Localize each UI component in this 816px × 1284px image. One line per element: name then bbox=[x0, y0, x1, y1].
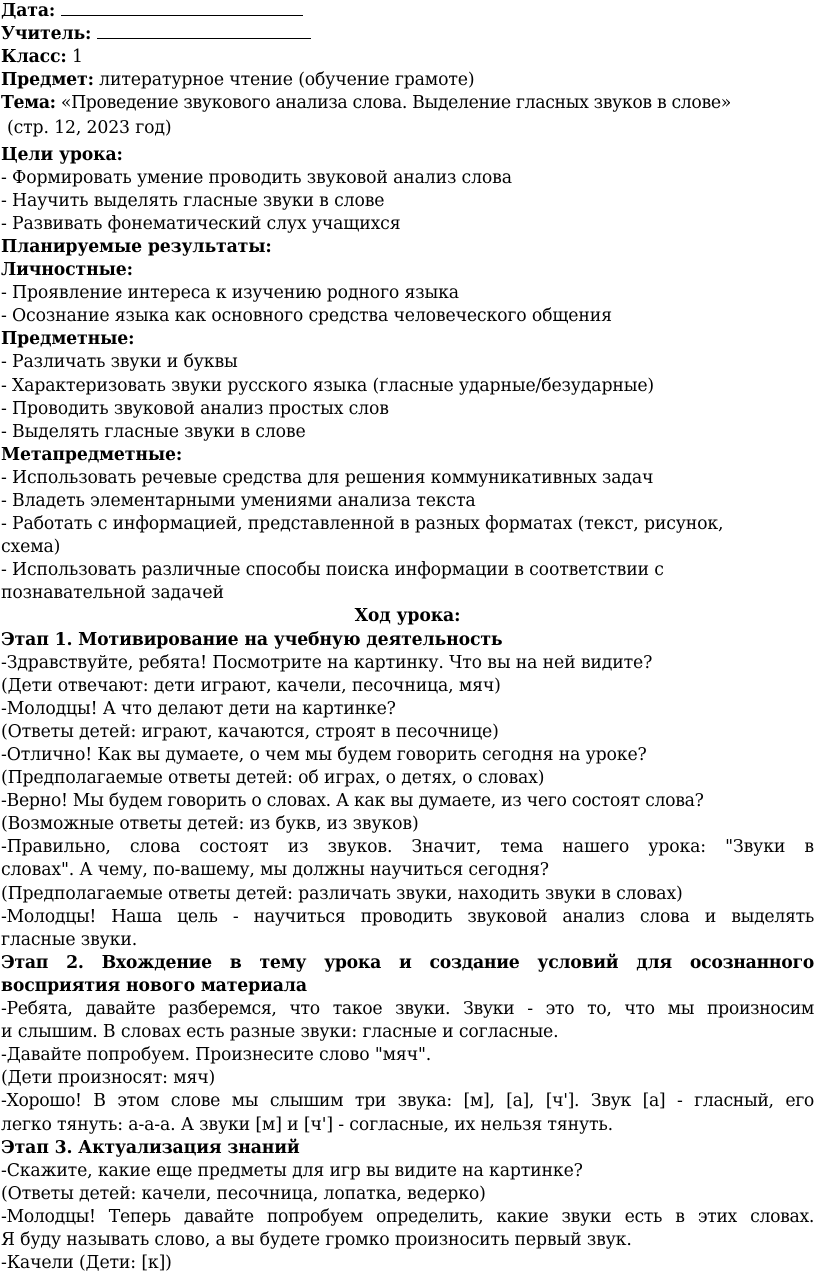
teacher-row bbox=[1, 23, 814, 46]
stage3-line: (Ответы детей: качели, песочница, лопатка, ведерко) bbox=[1, 1183, 486, 1204]
stage1-line: -Отлично! Как вы думаете, о чем мы будем говорить сегодня на уроке? bbox=[1, 745, 647, 765]
personal-results-heading: Личностные: bbox=[1, 260, 133, 281]
goal-item: - Формировать умение проводить звуковой анализ слова bbox=[1, 167, 512, 188]
meta-result-item: - Использовать различные способы поиска информации в соответствии с bbox=[1, 560, 664, 581]
stage2-line: -Хорошо! В этом слове мы слышим три звука: [м], [а], [ч']. Звук [а] - гласный, его bbox=[1, 1091, 814, 1112]
date-blank-field[interactable] bbox=[61, 0, 303, 16]
class-row bbox=[1, 46, 814, 69]
stage1-line: (Ответы детей: играют, качаются, строят в песочнице) bbox=[1, 721, 499, 742]
personal-result-item: - Проявление интереса к изучению родного языка bbox=[1, 283, 459, 304]
topic-label: Тема: bbox=[1, 93, 56, 114]
stage3-line: Я буду называть слово, а вы будете громко произносить первый звук. bbox=[1, 1229, 632, 1250]
stage2-line: и слышим. В словах есть разные звуки: гласные и согласные. bbox=[1, 1022, 559, 1043]
class-label: Класс: bbox=[1, 47, 67, 68]
date-label: Дата: bbox=[1, 1, 56, 21]
subject-label: Предмет: bbox=[1, 70, 94, 91]
teacher-label: Учитель: bbox=[1, 24, 92, 45]
stage1-line: (Дети отвечают: дети играют, качели, песочница, мяч) bbox=[1, 675, 501, 696]
meta-results-heading: Метапредметные: bbox=[1, 444, 183, 465]
date-row bbox=[1, 0, 814, 23]
stage3-line: -Молодцы! Теперь давайте попробуем определить, какие звуки есть в этих словах. bbox=[1, 1206, 814, 1227]
subject-row bbox=[1, 69, 814, 92]
teacher-blank-field[interactable] bbox=[97, 23, 311, 39]
goal-item: - Научить выделять гласные звуки в слове bbox=[1, 190, 385, 211]
stage1-line: -Здравствуйте, ребята! Посмотрите на картинку. Что вы на ней видите? bbox=[1, 652, 653, 673]
meta-result-item: познавательной задачей bbox=[1, 583, 224, 604]
stage2-line: легко тянуть: а-а-а. А звуки [м] и [ч'] - согласные, их нельзя тянуть. bbox=[1, 1114, 613, 1135]
lesson-plan-document bbox=[1, 0, 814, 1275]
stage3-title: Этап 3. Актуализация знаний bbox=[1, 1137, 300, 1158]
lesson-heading: Ход урока: bbox=[354, 606, 461, 627]
subject-result-item: - Выделять гласные звуки в слове bbox=[1, 421, 306, 442]
stage3-line: -Качели (Дети: [к]) bbox=[1, 1253, 172, 1274]
goals-heading: Цели урока: bbox=[1, 144, 123, 165]
results-heading: Планируемые результаты: bbox=[1, 236, 272, 257]
topic-value: «Проведение звукового анализа слова. Выделение гласных звуков в слове» bbox=[60, 93, 731, 114]
stage2-line: -Давайте попробуем. Произнесите слово "мяч". bbox=[1, 1045, 432, 1066]
stage1-line: (Предполагаемые ответы детей: различать звуки, находить звуки в словах) bbox=[1, 883, 683, 904]
goal-item: - Развивать фонематический слух учащихся bbox=[1, 213, 401, 234]
stage1-line: -Молодцы! Наша цель - научиться проводить звуковой анализ слова и выделять bbox=[1, 906, 814, 927]
stage2-line: (Дети произносят: мяч) bbox=[1, 1068, 216, 1089]
subject-value: литературное чтение (обучение грамоте) bbox=[99, 70, 475, 91]
stage1-title: Этап 1. Мотивирование на учебную деятельность bbox=[1, 629, 503, 650]
stage1-line: (Возможные ответы детей: из букв, из звуков) bbox=[1, 814, 419, 835]
stage1-line: гласные звуки. bbox=[1, 929, 138, 950]
subject-result-item: - Различать звуки и буквы bbox=[1, 352, 238, 373]
stage2-title: Этап 2. Вхождение в тему урока и создание условий для осознанного bbox=[1, 952, 814, 973]
stage3-line: -Скажите, какие еще предметы для игр вы видите на картинке? bbox=[1, 1160, 583, 1181]
stage1-line: -Молодцы! А что делают дети на картинке? bbox=[1, 698, 396, 719]
stage2-title: восприятия нового материала bbox=[1, 975, 307, 996]
meta-result-item: - Владеть элементарными умениями анализа текста bbox=[1, 490, 476, 511]
meta-result-item: - Работать с информацией, представленной в разных форматах (текст, рисунок, bbox=[1, 514, 724, 535]
stage1-line: -Правильно, слова состоят из звуков. Значит, тема нашего урока: "Звуки в bbox=[1, 837, 814, 858]
topic-source: (стр. 12, 2023 год) bbox=[7, 118, 172, 139]
subject-results-heading: Предметные: bbox=[1, 329, 135, 350]
stage1-line: -Верно! Мы будем говорить о словах. А как вы думаете, из чего состоят слова? bbox=[1, 791, 704, 812]
stage2-line: -Ребята, давайте разберемся, что такое звуки. Звуки - это то, что мы произносим bbox=[1, 999, 814, 1020]
meta-result-item: - Использовать речевые средства для решения коммуникативных задач bbox=[1, 467, 654, 488]
stage1-line: (Предполагаемые ответы детей: об играх, о детях, о словах) bbox=[1, 768, 545, 789]
subject-result-item: - Проводить звуковой анализ простых слов bbox=[1, 398, 389, 419]
subject-result-item: - Характеризовать звуки русского языка (гласные ударные/безударные) bbox=[1, 375, 655, 396]
meta-result-item: схема) bbox=[1, 537, 61, 558]
personal-result-item: - Осознание языка как основного средства человеческого общения bbox=[1, 306, 612, 327]
class-value: 1 bbox=[71, 47, 83, 68]
stage1-line: словах". А чему, по-вашему, мы должны научиться сегодня? bbox=[1, 860, 549, 881]
topic-row bbox=[1, 92, 814, 115]
